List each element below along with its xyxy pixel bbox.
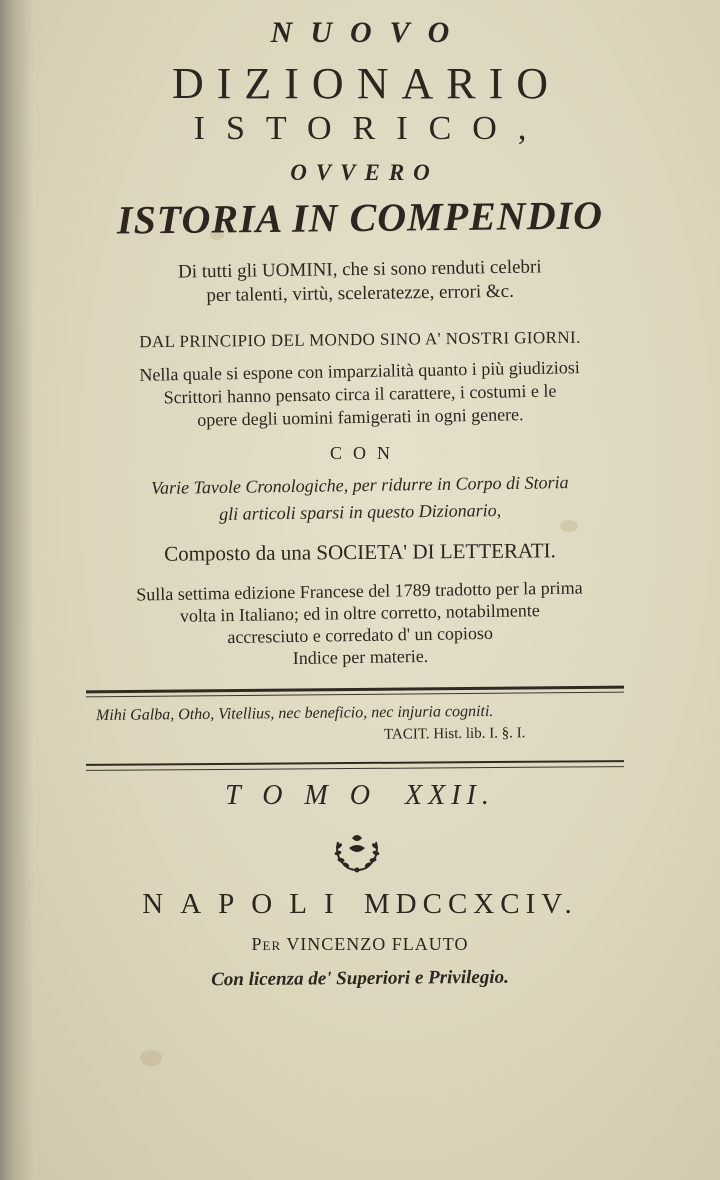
imprint-year: MDCCXCIV. [363, 888, 578, 920]
title-line-ovvero: OVVERO [290, 160, 439, 185]
motto-rule-bottom-thin [86, 766, 624, 771]
edition-line: accresciuto e corredato d' un copioso [227, 622, 494, 648]
imprint-place: NAPOLI [142, 888, 351, 920]
subtitle [40, 254, 681, 311]
motto-rule-bottom [86, 760, 624, 766]
edition-line: Indice per materie. [292, 645, 429, 669]
tables-line: Varie Tavole Cronologiche, per ridurre in Corpo di Storia [150, 472, 569, 498]
composed-by: Composto da una SOCIETA' DI LETTERATI. [164, 538, 556, 566]
tables-line: gli articoli sparsi in questo Dizionario, [219, 500, 502, 524]
chronological-tables [40, 468, 681, 531]
con-heading: CON [329, 443, 401, 463]
subtitle-line: per talenti, virtù, sceleratezze, errori &c. [206, 280, 515, 307]
description-line: Scrittori hanno pensato circa il carattere, i costumi e le [163, 380, 557, 408]
title-line-dizionario: DIZIONARIO [171, 59, 562, 108]
motto-source: TACIT. Hist. lib. I. §. I. [383, 725, 526, 743]
volume-label: TOMO [225, 780, 392, 811]
foxing-spot [140, 1050, 162, 1066]
volume-number: XXII. [404, 780, 495, 811]
latin-motto: Mihi Galba, Otho, Vitellius, nec beneficio, nec injuria cogniti. [95, 702, 494, 725]
description [39, 354, 680, 434]
title-line-istoria: ISTORIA IN COMPENDIO [116, 192, 604, 243]
title-line-istorico: ISTORICO, [193, 110, 548, 147]
subtitle-line: Di tutti gli UOMINI, che si sono renduti celebri [177, 256, 542, 283]
license: Con licenza de' Superiori e Privilegio. [211, 966, 509, 991]
description-line: opere degli uomini famigerati in ogni genere. [197, 404, 524, 430]
edition-line: volta in Italiano; ed in oltre corretto, notabilmente [179, 600, 540, 626]
volume-line [40, 780, 680, 812]
printer: Per VINCENZO FLAUTO [251, 934, 469, 954]
time-range: DAL PRINCIPIO DEL MONDO SINO A' NOSTRI GIORNI. [139, 327, 581, 352]
laurel-wreath-icon [330, 832, 384, 876]
binding-edge-shadow [0, 0, 34, 1180]
description-line: Nella quale si espone con imparzialità quanto i più giudiziosi [139, 357, 580, 385]
edition-note [39, 575, 680, 673]
title-line-nuovo: NUOVO [270, 16, 468, 49]
imprint-line [40, 888, 680, 921]
edition-line: Sulla settima edizione Francese del 1789 tradotto per la prima [136, 577, 583, 605]
